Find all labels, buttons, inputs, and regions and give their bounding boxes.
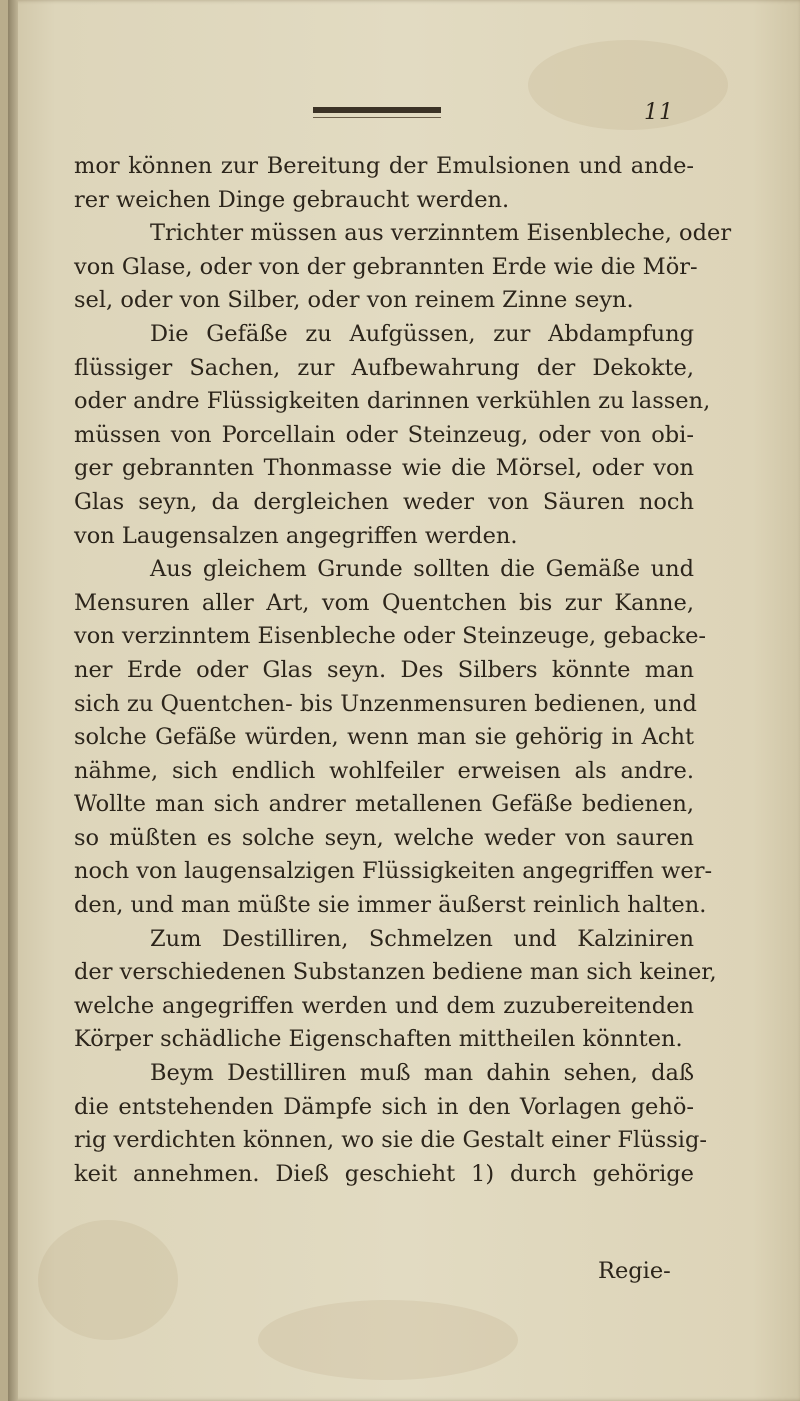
text-line: welche angegriffen werden und dem zuzubereitenden: [74, 992, 694, 1019]
text-line: solche Gefäße würden, wenn man sie gehörig in Acht: [74, 724, 694, 751]
page-gutter-edge: [8, 0, 18, 1401]
text-line: ner Erde oder Glas seyn. Des Silbers könnte man: [74, 656, 694, 683]
text-line: Körper schädliche Eigenschaften mittheilen könnten.: [74, 1026, 683, 1053]
text-line: noch von laugensalzigen Flüssigkeiten angegriffen wer-: [74, 858, 713, 885]
paper-stain: [258, 1300, 518, 1380]
text-line: sich zu Quentchen- bis Unzenmensuren bedienen, und: [74, 690, 697, 717]
text-line: mor können zur Bereitung der Emulsionen und ande-: [74, 153, 694, 179]
paper-stain: [528, 40, 728, 130]
header-rule: [313, 107, 441, 113]
text-line: sel, oder von Silber, oder von reinem Zinne seyn.: [74, 287, 634, 314]
text-line: der verschiedenen Substanzen bediene man sich keiner,: [74, 959, 717, 986]
text-line: Beym Destilliren muß man dahin sehen, daß: [150, 1060, 694, 1087]
text-line: nähme, sich endlich wohlfeiler erweisen als andre.: [74, 757, 694, 784]
text-line: Zum Destilliren, Schmelzen und Kalziniren: [150, 925, 694, 952]
text-line: Aus gleichem Grunde sollten die Gemäße und: [150, 556, 694, 583]
catchword: Regie-: [598, 1258, 671, 1284]
text-line: müssen von Porcellain oder Steinzeug, oder von obi-: [74, 421, 694, 448]
text-line: Glas seyn, da dergleichen weder von Säuren noch: [74, 488, 694, 515]
text-line: von verzinntem Eisenbleche oder Steinzeuge, gebacke-: [74, 623, 707, 650]
text-line: keit annehmen. Dieß geschieht 1) durch gehörige: [74, 1160, 694, 1187]
text-line: Trichter müssen aus verzinntem Eisenbleche, oder: [150, 220, 732, 247]
text-line: von Laugensalzen angegriffen werden.: [74, 522, 518, 549]
text-line: Die Gefäße zu Aufgüssen, zur Abdampfung: [150, 320, 694, 347]
text-line: die entstehenden Dämpfe sich in den Vorlagen gehö-: [74, 1093, 694, 1120]
text-line: rer weichen Dinge gebraucht werden.: [74, 186, 510, 213]
book-page: [8, 0, 800, 1401]
text-line: Wollte man sich andrer metallenen Gefäße bedienen,: [74, 791, 694, 818]
header-rule-thin: [313, 117, 441, 118]
page-number: 11: [644, 100, 674, 125]
text-line: von Glase, oder von der gebrannten Erde wie die Mör-: [74, 253, 698, 280]
text-line: rig verdichten können, wo sie die Gestalt einer Flüssig-: [74, 1127, 707, 1154]
text-line: Mensuren aller Art, vom Quentchen bis zur Kanne,: [74, 589, 694, 616]
text-line: flüssiger Sachen, zur Aufbewahrung der Dekokte,: [74, 354, 694, 381]
text-line: ger gebrannten Thonmasse wie die Mörsel, oder von: [74, 455, 694, 482]
text-line: den, und man müßte sie immer äußerst reinlich halten.: [74, 892, 707, 919]
body-text: [74, 150, 732, 1191]
text-line: oder andre Flüssigkeiten darinnen verkühlen zu lassen,: [74, 388, 711, 415]
text-line: so müßten es solche seyn, welche weder von sauren: [74, 824, 694, 851]
paper-stain: [38, 1220, 178, 1340]
